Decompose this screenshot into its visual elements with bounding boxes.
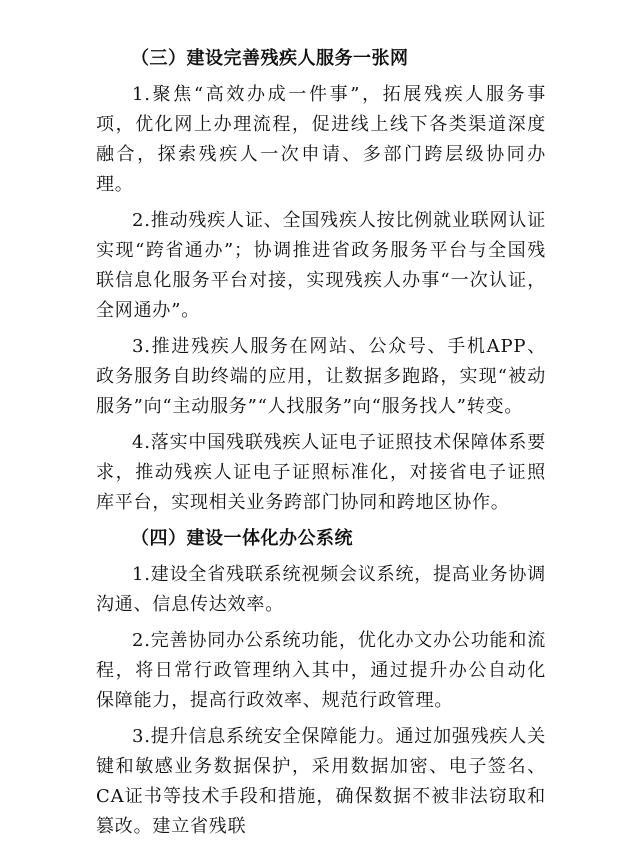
section3-paragraph-4: 4.落实中国残联残疾人证电子证照技术保障体系要求，推动残疾人证电子证照标准化，对接省电子证照库平台，实现相关业务跨部门协同和跨地区协作。 xyxy=(96,432,546,513)
section3-paragraph-2: 2.推动残疾人证、全国残疾人按比例就业联网认证实现“跨省通办”；协调推进省政务服务平台与全国残联信息化服务平台对接，实现残疾人办事“一次认证，全网通办”。 xyxy=(96,210,546,321)
section-heading-4: （四）建设一体化办公系统 xyxy=(131,528,353,549)
section-heading-3: （三）建设完善残疾人服务一张网 xyxy=(131,48,409,69)
section4-paragraph-1: 1.建设全省残联系统视频会议系统，提高业务协调沟通、信息传达效率。 xyxy=(96,564,546,615)
section4-paragraph-2: 2.完善协同办公系统功能，优化办文办公功能和流程，将日常行政管理纳入其中，通过提升办公自动化保障能力，提高行政效率、规范行政管理。 xyxy=(96,630,546,711)
section3-paragraph-3: 3.推进残疾人服务在网站、公众号、手机APP、政务服务自助终端的应用，让数据多跑路，实现“被动服务”向“主动服务”“人找服务”向“服务找人”转变。 xyxy=(96,336,546,417)
section4-paragraph-3: 3.提升信息系统安全保障能力。通过加强残疾人关键和敏感业务数据保护，采用数据加密、电子签名、CA证书等技术手段和措施，确保数据不被非法窃取和篡改。建立省残联 xyxy=(96,726,546,837)
section3-paragraph-1: 1.聚焦“高效办成一件事”，拓展残疾人服务事项，优化网上办理流程，促进线上线下各类渠道深度融合，探索残疾人一次申请、多部门跨层级协同办理。 xyxy=(96,84,546,195)
